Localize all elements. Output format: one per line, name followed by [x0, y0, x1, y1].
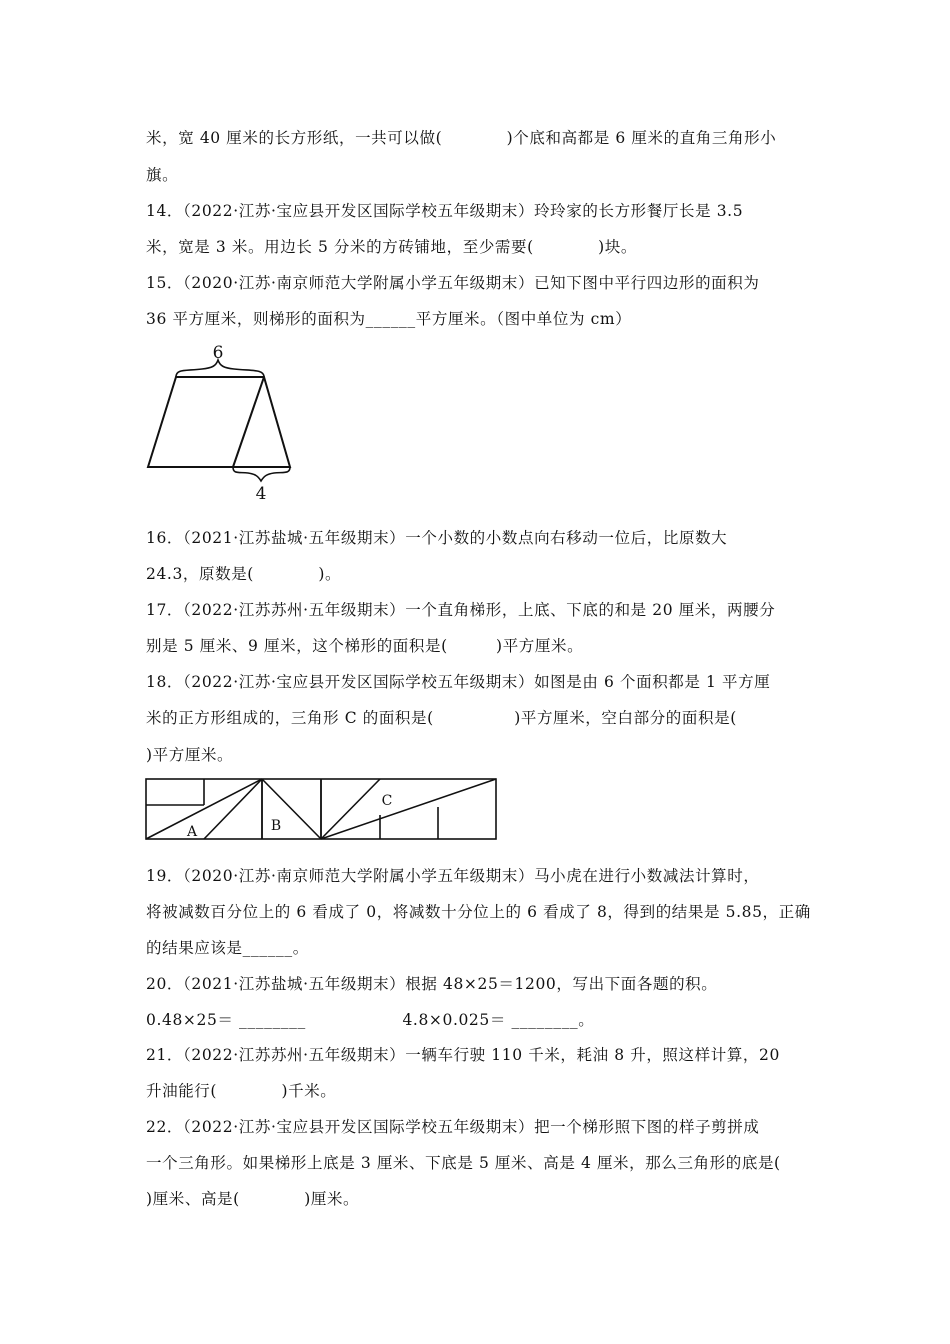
- q20-line2: 0.48×25＝ ________ 4.8×0.025＝ ________。: [146, 1011, 595, 1029]
- q20-line1: 20．（2021·江苏盐城·五年级期末）根据 48×25＝1200，写出下面各题的积。: [146, 975, 718, 993]
- label-c: C: [381, 793, 393, 809]
- triangle-c-edge-top: [321, 779, 380, 839]
- top-length-label: 6: [212, 343, 224, 363]
- triangle-c-edge-bottom: [321, 779, 496, 839]
- q21-line2: 升油能行( )千米。: [146, 1082, 337, 1100]
- q15-line1: 15．（2020·江苏·南京师范大学附属小学五年级期末）已知下图中平行四边形的面积为: [146, 274, 760, 292]
- q14-line1: 14．（2022·江苏·宝应县开发区国际学校五年级期末）玲玲家的长方形餐厅长是 3.5: [146, 202, 744, 220]
- label-a: A: [186, 824, 198, 840]
- q14-line2: 米，宽是 3 米。用边长 5 分米的方砖铺地，至少需要( )块。: [146, 238, 638, 256]
- q13-line2: 米，宽 40 厘米的长方形纸，一共可以做( )个底和高都是 6 厘米的直角三角形小: [146, 129, 777, 147]
- q16-line2: 24.3，原数是( )。: [146, 565, 342, 583]
- q18-figure: [144, 777, 500, 843]
- q22-line2: 一个三角形。如果梯形上底是 3 厘米、下底是 5 厘米、高是 4 厘米，那么三角形的底是(: [146, 1154, 781, 1172]
- bottom-length-label: 4: [255, 484, 267, 504]
- q18-line3: )平方厘米。: [146, 746, 234, 764]
- q19-line1: 19．（2020·江苏·南京师范大学附属小学五年级期末）马小虎在进行小数减法计算时，: [146, 867, 760, 885]
- q18-line1: 18．（2022·江苏·宝应县开发区国际学校五年级期末）如图是由 6 个面积都是 1 平方厘: [146, 673, 771, 691]
- q13-line3: 旗。: [146, 166, 179, 184]
- label-b: B: [270, 818, 282, 834]
- bottom-brace: [233, 467, 290, 481]
- q19-line3: 的结果应该是______。: [146, 939, 309, 957]
- q15-figure: [140, 340, 310, 510]
- q22-line3: )厘米、高是( )厘米。: [146, 1190, 360, 1208]
- q15-line2: 36 平方厘米，则梯形的面积为______平方厘米。（图中单位为 cm）: [146, 310, 632, 328]
- q18-line2: 米的正方形组成的，三角形 C 的面积是( )平方厘米，空白部分的面积是(: [146, 709, 737, 727]
- trapezoid-shape: [148, 377, 290, 467]
- q16-line1: 16．（2021·江苏盐城·五年级期末）一个小数的小数点向右移动一位后，比原数大: [146, 529, 728, 547]
- q22-line1: 22．（2022·江苏·宝应县开发区国际学校五年级期末）把一个梯形照下图的样子剪拼成: [146, 1118, 760, 1136]
- q21-line1: 21．（2022·江苏苏州·五年级期末）一辆车行驶 110 千米，耗油 8 升，照这样计算，20: [146, 1046, 780, 1064]
- q17-line1: 17．（2022·江苏苏州·五年级期末）一个直角梯形，上底、下底的和是 20 厘米，两腰分: [146, 601, 776, 619]
- q17-line2: 别是 5 厘米、9 厘米，这个梯形的面积是( )平方厘米。: [146, 637, 584, 655]
- q19-line2: 将被减数百分位上的 6 看成了 0，将减数十分位上的 6 看成了 8，得到的结果是 5.85，正确: [146, 903, 811, 921]
- parallelogram-left-edge: [233, 377, 264, 467]
